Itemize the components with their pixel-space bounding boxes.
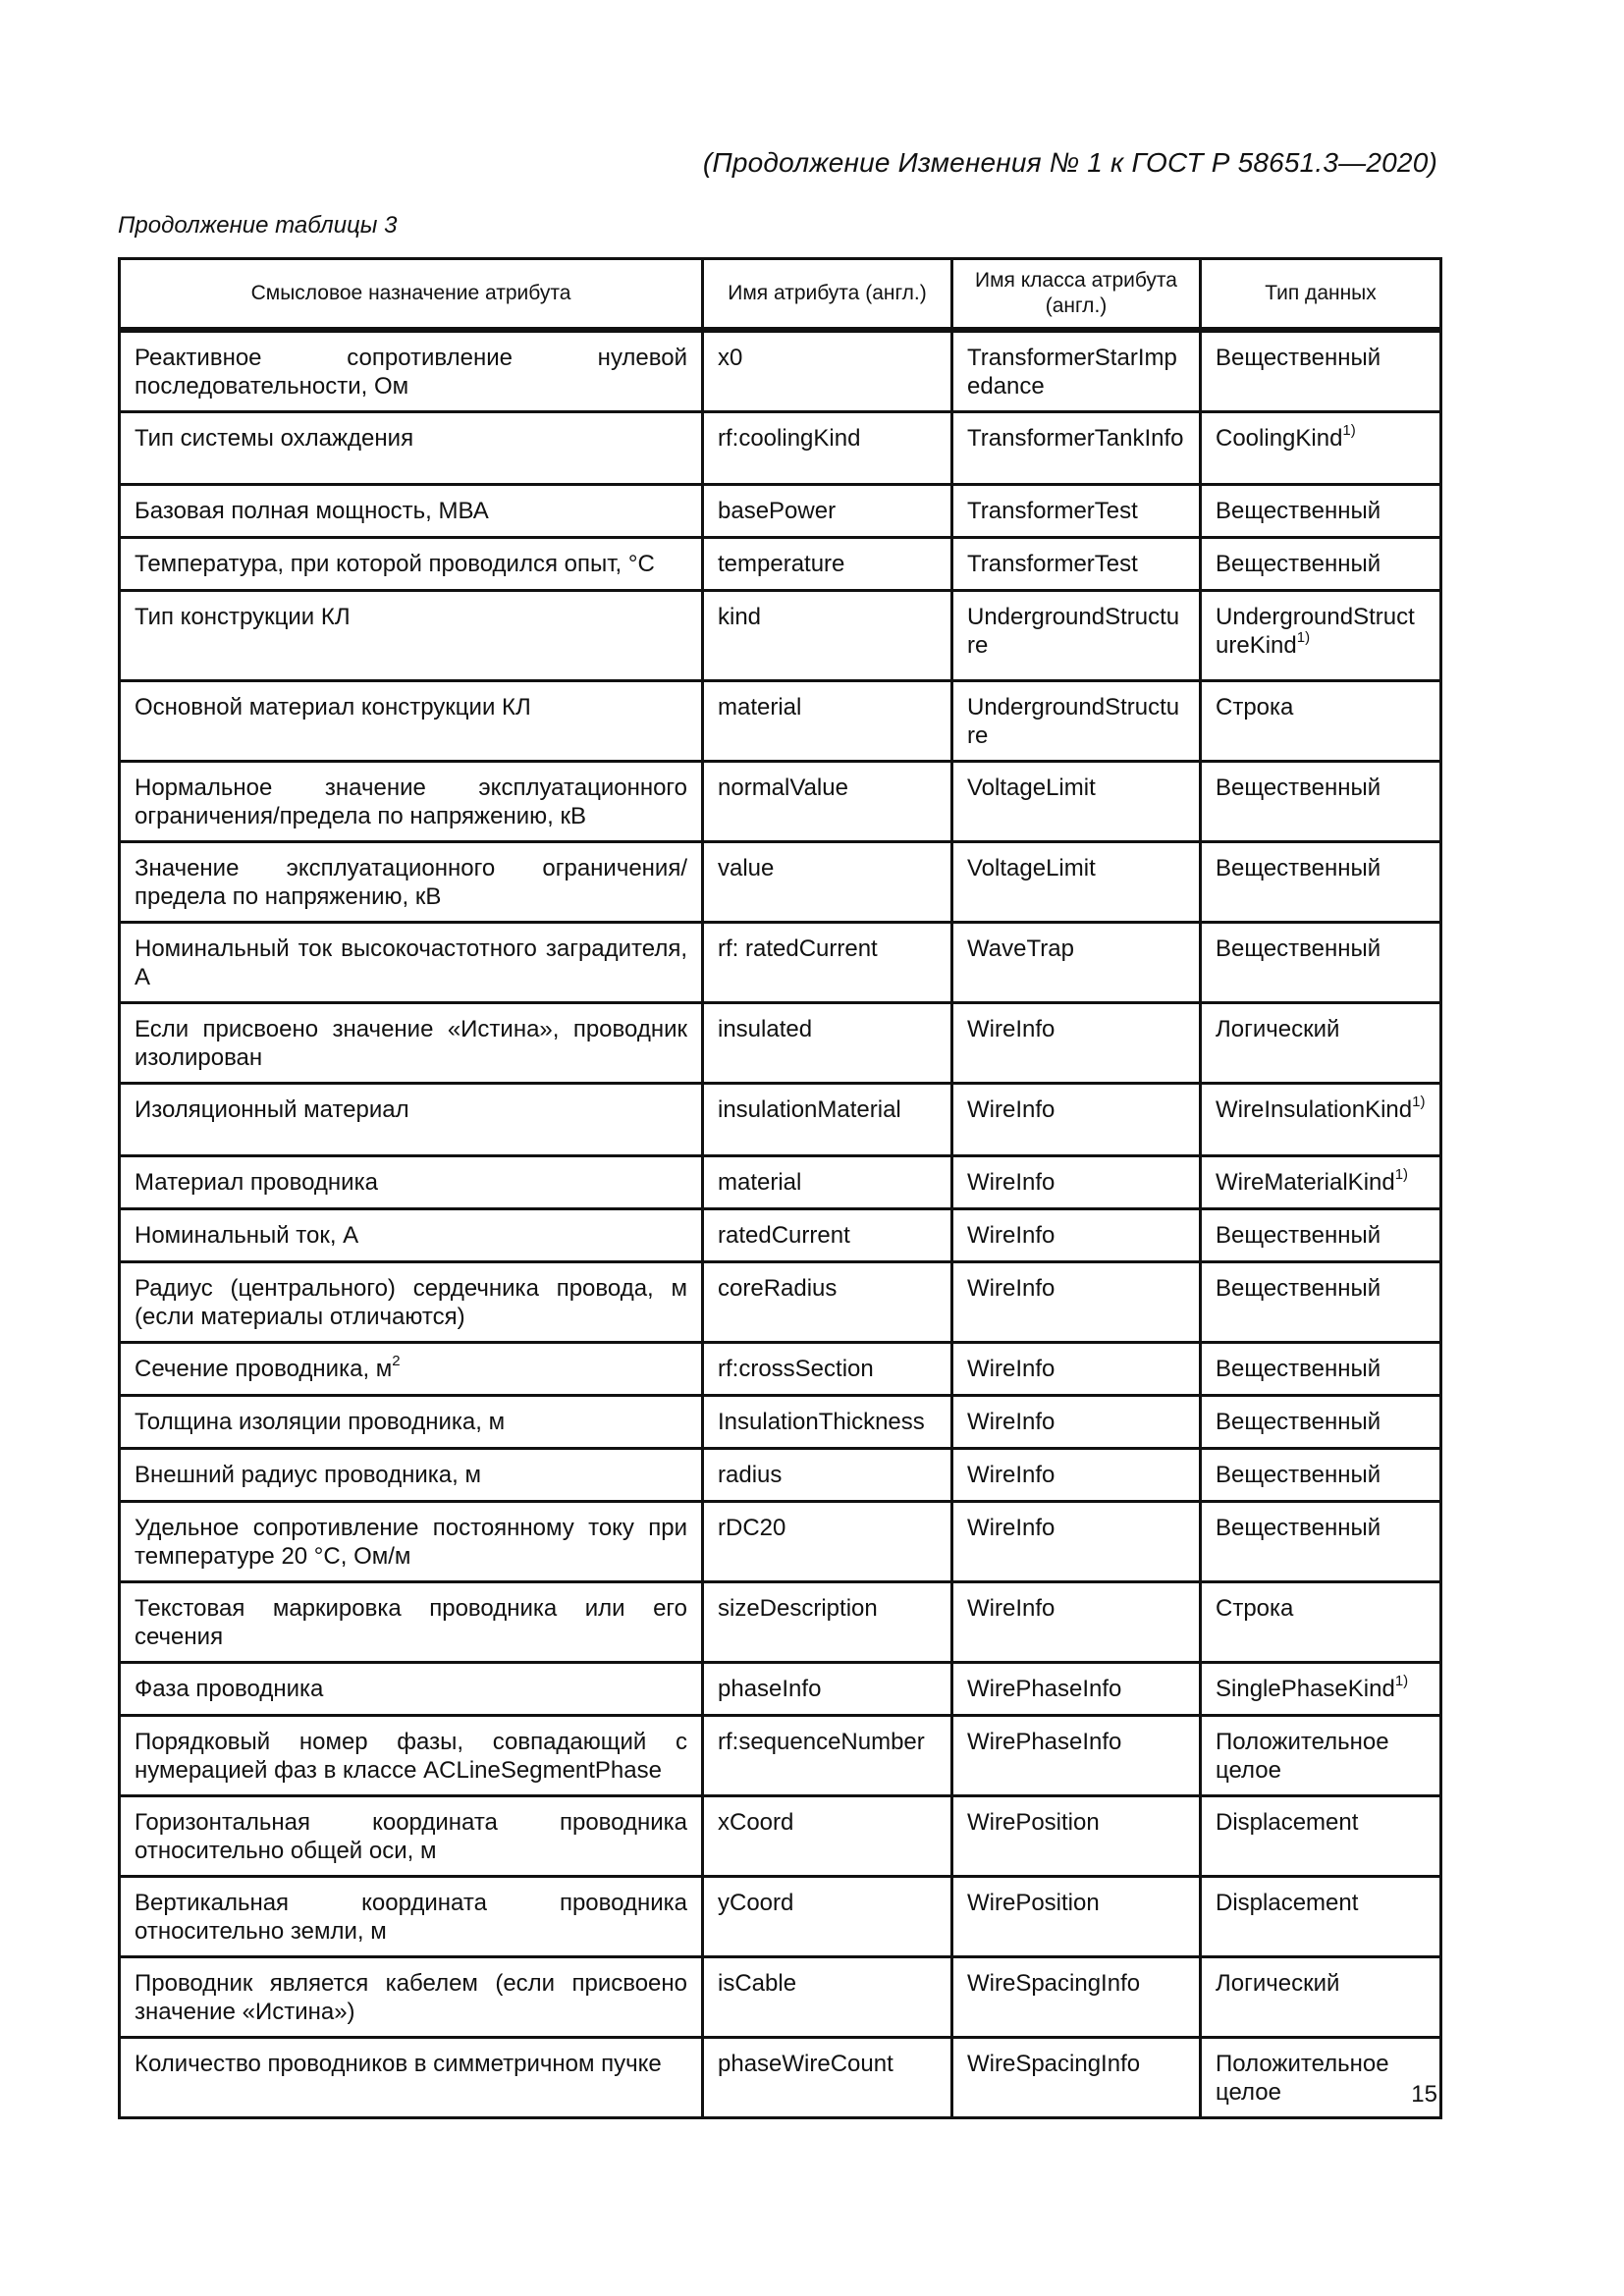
cell-data-type — [1201, 681, 1441, 762]
column-header-description: Смысловое назначение атрибута — [120, 259, 703, 331]
cell-data-type — [1201, 1877, 1441, 1957]
cell-description — [120, 1663, 703, 1716]
description-text: Тип конструкции КЛ — [135, 604, 351, 630]
cell-data-type — [1201, 1396, 1441, 1449]
superscript: 2 — [392, 1353, 401, 1369]
cell-class-name: VoltageLimit — [952, 842, 1201, 923]
cell-description — [120, 412, 703, 485]
table-row — [120, 923, 1441, 1003]
cell-attribute-name: insulationMaterial — [703, 1084, 952, 1156]
cell-description — [120, 1343, 703, 1396]
cell-class-name: WirePosition — [952, 1877, 1201, 1957]
cell-class-name: WireInfo — [952, 1343, 1201, 1396]
data-type-text: Вещественный — [1216, 1222, 1381, 1249]
cell-data-type — [1201, 1957, 1441, 2038]
cell-attribute-name: material — [703, 681, 952, 762]
cell-description — [120, 330, 703, 412]
table-row — [120, 1084, 1441, 1156]
cell-class-name: TransformerStarImpedance — [952, 330, 1201, 412]
cell-data-type — [1201, 330, 1441, 412]
data-type-text: Вещественный — [1216, 1356, 1381, 1382]
data-type-text: Строка — [1216, 694, 1294, 721]
cell-description — [120, 1209, 703, 1262]
table-row — [120, 1502, 1441, 1582]
cell-data-type — [1201, 1343, 1441, 1396]
table-row — [120, 330, 1441, 412]
data-type-text: WireInsulationKind — [1216, 1096, 1413, 1123]
cell-description — [120, 1796, 703, 1877]
table-row — [120, 842, 1441, 923]
table-row — [120, 1003, 1441, 1084]
cell-attribute-name: x0 — [703, 330, 952, 412]
cell-data-type — [1201, 412, 1441, 485]
cell-attribute-name: normalValue — [703, 762, 952, 842]
cell-description — [120, 485, 703, 538]
table-row — [120, 1262, 1441, 1343]
data-type-text: Вещественный — [1216, 1515, 1381, 1541]
data-type-text: Вещественный — [1216, 345, 1381, 371]
cell-description — [120, 1003, 703, 1084]
cell-description — [120, 1582, 703, 1663]
table-row — [120, 1396, 1441, 1449]
cell-data-type — [1201, 1502, 1441, 1582]
cell-attribute-name: coreRadius — [703, 1262, 952, 1343]
cell-attribute-name: xCoord — [703, 1796, 952, 1877]
cell-data-type — [1201, 842, 1441, 923]
column-header-attribute-name: Имя атрибута (англ.) — [703, 259, 952, 331]
cell-data-type — [1201, 1716, 1441, 1796]
cell-attribute-name: rf:sequenceNumber — [703, 1716, 952, 1796]
cell-class-name: WireInfo — [952, 1449, 1201, 1502]
table-header-row — [120, 259, 1441, 331]
cell-description — [120, 842, 703, 923]
cell-data-type — [1201, 1663, 1441, 1716]
table-row — [120, 1716, 1441, 1796]
footnote-marker: 1) — [1412, 1094, 1426, 1110]
cell-class-name: UndergroundStructure — [952, 591, 1201, 681]
cell-class-name: WireInfo — [952, 1582, 1201, 1663]
cell-attribute-name: value — [703, 842, 952, 923]
description-text: Материал проводника — [135, 1169, 378, 1196]
cell-class-name: WirePhaseInfo — [952, 1716, 1201, 1796]
cell-class-name: TransformerTest — [952, 538, 1201, 591]
cell-attribute-name: InsulationThickness — [703, 1396, 952, 1449]
cell-description — [120, 1449, 703, 1502]
cell-attribute-name: sizeDescription — [703, 1582, 952, 1663]
cell-class-name: WirePosition — [952, 1796, 1201, 1877]
column-header-class-name: Имя класса атрибута (англ.) — [952, 259, 1201, 331]
description-text: Количество проводников в симметричном пучке — [135, 2051, 662, 2077]
cell-description — [120, 762, 703, 842]
cell-class-name: WireSpacingInfo — [952, 1957, 1201, 2038]
description-text: Внешний радиус проводника, м — [135, 1462, 481, 1488]
cell-description — [120, 2038, 703, 2118]
cell-data-type — [1201, 538, 1441, 591]
data-type-text: CoolingKind — [1216, 425, 1343, 452]
cell-description — [120, 1716, 703, 1796]
table-row — [120, 1343, 1441, 1396]
data-type-text: WireMaterialKind — [1216, 1169, 1395, 1196]
data-type-text: Вещественный — [1216, 935, 1381, 962]
table-row — [120, 485, 1441, 538]
cell-class-name: WaveTrap — [952, 923, 1201, 1003]
table-caption: Продолжение таблицы 3 — [118, 212, 398, 239]
data-type-text: Вещественный — [1216, 1275, 1381, 1302]
table-row — [120, 762, 1441, 842]
cell-description — [120, 591, 703, 681]
footnote-marker: 1) — [1394, 1166, 1409, 1183]
cell-attribute-name: kind — [703, 591, 952, 681]
data-type-text: Вещественный — [1216, 498, 1381, 524]
cell-attribute-name: temperature — [703, 538, 952, 591]
cell-class-name: UndergroundStructure — [952, 681, 1201, 762]
cell-attribute-name: rf:crossSection — [703, 1343, 952, 1396]
cell-class-name: WireSpacingInfo — [952, 2038, 1201, 2118]
cell-data-type — [1201, 1262, 1441, 1343]
description-text: Вертикальная координата проводника относительно земли, м — [135, 1890, 687, 1945]
description-text: Значение эксплуатационного ограничения/предела по напряжению, кВ — [135, 855, 687, 910]
cell-attribute-name: material — [703, 1156, 952, 1209]
cell-attribute-name: rDC20 — [703, 1502, 952, 1582]
description-text: Тип системы охлаждения — [135, 425, 414, 452]
data-type-text: Вещественный — [1216, 774, 1381, 801]
table-row — [120, 591, 1441, 681]
cell-attribute-name: yCoord — [703, 1877, 952, 1957]
cell-class-name: WirePhaseInfo — [952, 1663, 1201, 1716]
table-row — [120, 1209, 1441, 1262]
table-row — [120, 681, 1441, 762]
data-type-text: Вещественный — [1216, 551, 1381, 577]
table-row — [120, 412, 1441, 485]
description-text: Изоляционный материал — [135, 1096, 409, 1123]
table-row — [120, 1663, 1441, 1716]
cell-data-type — [1201, 1156, 1441, 1209]
description-text: Нормальное значение эксплуатационного ограничения/предела по напряжению, кВ — [135, 774, 687, 829]
cell-class-name: VoltageLimit — [952, 762, 1201, 842]
cell-attribute-name: rf:coolingKind — [703, 412, 952, 485]
cell-data-type — [1201, 1084, 1441, 1156]
cell-class-name: WireInfo — [952, 1084, 1201, 1156]
description-text: Толщина изоляции проводника, м — [135, 1409, 506, 1435]
cell-description — [120, 538, 703, 591]
data-type-text: Строка — [1216, 1595, 1294, 1622]
description-text: Если присвоено значение «Истина», проводник изолирован — [135, 1016, 687, 1071]
column-header-data-type: Тип данных — [1201, 259, 1441, 331]
table-row — [120, 1582, 1441, 1663]
cell-class-name: TransformerTest — [952, 485, 1201, 538]
cell-class-name: WireInfo — [952, 1209, 1201, 1262]
data-type-text: Displacement — [1216, 1809, 1359, 1836]
cell-description — [120, 1502, 703, 1582]
data-type-text: Положительное целое — [1216, 1729, 1389, 1784]
data-type-text: Вещественный — [1216, 1409, 1381, 1435]
table-row — [120, 1796, 1441, 1877]
table-row — [120, 1156, 1441, 1209]
cell-description — [120, 681, 703, 762]
table-row — [120, 538, 1441, 591]
cell-description — [120, 1396, 703, 1449]
cell-data-type — [1201, 485, 1441, 538]
cell-attribute-name: basePower — [703, 485, 952, 538]
description-text: Удельное сопротивление постоянному току при температуре 20 °С, Ом/м — [135, 1515, 687, 1570]
table-row — [120, 2038, 1441, 2118]
description-text: Номинальный ток высокочастотного заградителя, А — [135, 935, 687, 990]
cell-description — [120, 1957, 703, 2038]
data-type-text: Логический — [1216, 1970, 1340, 1997]
cell-data-type — [1201, 1449, 1441, 1502]
cell-attribute-name: phaseInfo — [703, 1663, 952, 1716]
cell-data-type — [1201, 923, 1441, 1003]
description-text: Текстовая маркировка проводника или его сечения — [135, 1595, 687, 1650]
cell-attribute-name: rf: ratedCurrent — [703, 923, 952, 1003]
cell-attribute-name: isCable — [703, 1957, 952, 2038]
cell-data-type — [1201, 1003, 1441, 1084]
table-row — [120, 1449, 1441, 1502]
cell-attribute-name: phaseWireCount — [703, 2038, 952, 2118]
attributes-table — [118, 257, 1442, 2119]
cell-description — [120, 923, 703, 1003]
table-row — [120, 1877, 1441, 1957]
cell-attribute-name: insulated — [703, 1003, 952, 1084]
description-text: Температура, при которой проводился опыт, °С — [135, 551, 655, 577]
description-text: Горизонтальная координата проводника относительно общей оси, м — [135, 1809, 687, 1864]
description-text: Сечение проводника, м — [135, 1356, 393, 1382]
data-type-text: Положительное целое — [1216, 2051, 1389, 2106]
data-type-text: Логический — [1216, 1016, 1340, 1042]
cell-description — [120, 1262, 703, 1343]
cell-data-type — [1201, 1209, 1441, 1262]
description-text: Фаза проводника — [135, 1676, 324, 1702]
footnote-marker: 1) — [1296, 629, 1311, 646]
cell-class-name: WireInfo — [952, 1003, 1201, 1084]
cell-data-type — [1201, 1582, 1441, 1663]
cell-description — [120, 1156, 703, 1209]
cell-description — [120, 1877, 703, 1957]
data-type-text: Вещественный — [1216, 855, 1381, 881]
data-type-text: SinglePhaseKind — [1216, 1676, 1395, 1702]
page-number: 15 — [1411, 2081, 1437, 2108]
description-text: Радиус (центрального) сердечника провода, м (если материалы отличаются) — [135, 1275, 687, 1330]
cell-description — [120, 1084, 703, 1156]
cell-attribute-name: radius — [703, 1449, 952, 1502]
cell-class-name: WireInfo — [952, 1502, 1201, 1582]
description-text: Номинальный ток, А — [135, 1222, 359, 1249]
cell-class-name: TransformerTankInfo — [952, 412, 1201, 485]
description-text: Порядковый номер фазы, совпадающий с нумерацией фаз в классе ACLineSegmentPhase — [135, 1729, 687, 1784]
cell-class-name: WireInfo — [952, 1262, 1201, 1343]
cell-data-type — [1201, 591, 1441, 681]
table-body — [120, 330, 1441, 2118]
footnote-marker: 1) — [1394, 1673, 1409, 1689]
document-continuation-header: (Продолжение Изменения № 1 к ГОСТ Р 58651.3—2020) — [702, 147, 1437, 178]
data-type-text: UndergroundStructureKind — [1216, 604, 1415, 659]
description-text: Реактивное сопротивление нулевой последовательности, Ом — [135, 345, 687, 400]
cell-data-type — [1201, 1796, 1441, 1877]
cell-class-name: WireInfo — [952, 1396, 1201, 1449]
description-text: Базовая полная мощность, МВА — [135, 498, 489, 524]
description-text: Основной материал конструкции КЛ — [135, 694, 531, 721]
cell-attribute-name: ratedCurrent — [703, 1209, 952, 1262]
table-row — [120, 1957, 1441, 2038]
footnote-marker: 1) — [1342, 422, 1356, 439]
data-type-text: Displacement — [1216, 1890, 1359, 1916]
cell-class-name: WireInfo — [952, 1156, 1201, 1209]
cell-data-type — [1201, 762, 1441, 842]
description-text: Проводник является кабелем (если присвоено значение «Истина») — [135, 1970, 687, 2025]
cell-data-type — [1201, 2038, 1441, 2118]
data-type-text: Вещественный — [1216, 1462, 1381, 1488]
